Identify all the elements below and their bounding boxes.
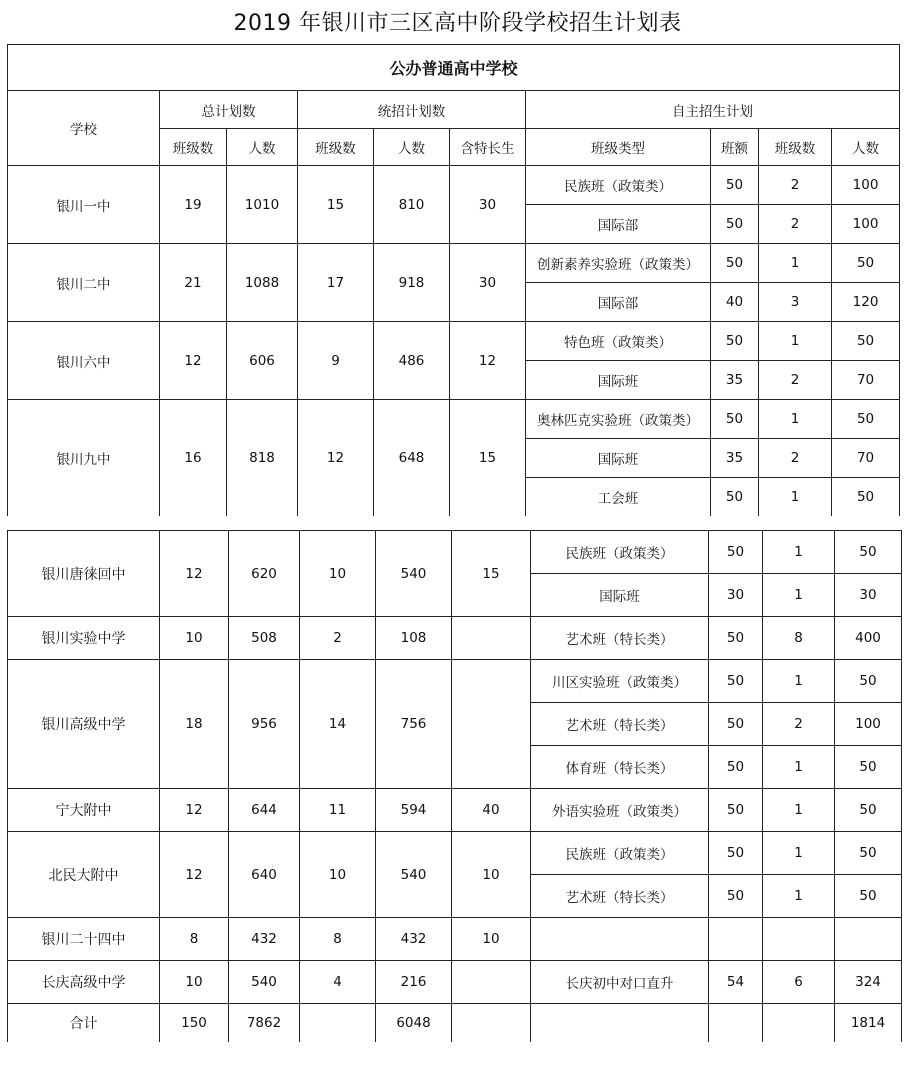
class-quota: [709, 1004, 763, 1043]
self-classes: 1: [763, 832, 835, 875]
unified-classes: 12: [298, 400, 374, 517]
class-quota: [709, 918, 763, 961]
class-type: 艺术班（特长类）: [531, 875, 709, 918]
total-people: 644: [229, 789, 300, 832]
self-classes: 1: [759, 478, 832, 517]
self-people: 50: [835, 746, 902, 789]
header-total-people: 人数: [227, 129, 298, 166]
header-school: 学校: [8, 91, 160, 166]
self-classes: 2: [759, 205, 832, 244]
unified-people: 540: [376, 832, 452, 918]
table-row: [8, 789, 902, 832]
school-name: 银川二十四中: [8, 918, 160, 961]
total-classes: 8: [160, 918, 229, 961]
class-quota: 50: [709, 789, 763, 832]
class-quota: 35: [711, 361, 759, 400]
class-quota: 30: [709, 574, 763, 617]
self-people: 30: [835, 574, 902, 617]
school-name: 北民大附中: [8, 832, 160, 918]
school-name: 银川一中: [8, 166, 160, 244]
self-classes: 6: [763, 961, 835, 1004]
unified-people: 486: [374, 322, 450, 400]
class-type: 工会班: [526, 478, 711, 517]
class-quota: 50: [709, 832, 763, 875]
unified-classes: 2: [300, 617, 376, 660]
total-classes: 16: [160, 400, 227, 517]
total-people: 818: [227, 400, 298, 517]
specialty-count: 30: [450, 166, 526, 244]
total-row: [8, 1004, 902, 1043]
class-type: 特色班（政策类）: [526, 322, 711, 361]
specialty-count: 40: [452, 789, 531, 832]
unified-people: 6048: [376, 1004, 452, 1043]
table-row: [8, 322, 900, 361]
self-classes: 1: [763, 574, 835, 617]
self-classes: 1: [759, 322, 832, 361]
total-classes: 12: [160, 789, 229, 832]
header-unified-classes: 班级数: [298, 129, 374, 166]
header-self-classes: 班级数: [759, 129, 832, 166]
class-type: 长庆初中对口直升: [531, 961, 709, 1004]
self-classes: 1: [759, 400, 832, 439]
specialty-count: 10: [452, 918, 531, 961]
header-unified-people: 人数: [374, 129, 450, 166]
unified-people: 540: [376, 531, 452, 617]
class-type: 国际班: [526, 361, 711, 400]
header-quota: 班额: [711, 129, 759, 166]
self-classes: 3: [759, 283, 832, 322]
class-type: 民族班（政策类）: [531, 832, 709, 875]
class-quota: 50: [711, 322, 759, 361]
class-type: 艺术班（特长类）: [531, 703, 709, 746]
self-classes: 1: [763, 875, 835, 918]
header-self-people: 人数: [832, 129, 900, 166]
school-name: 长庆高级中学: [8, 961, 160, 1004]
school-name: 银川高级中学: [8, 660, 160, 789]
section-banner: 公办普通高中学校: [8, 45, 900, 91]
unified-people: 108: [376, 617, 452, 660]
table-row: [8, 660, 902, 703]
self-classes: [763, 1004, 835, 1043]
total-classes: 10: [160, 617, 229, 660]
self-people: 1814: [835, 1004, 902, 1043]
specialty-count: [452, 1004, 531, 1043]
specialty-count: [452, 617, 531, 660]
self-people: 50: [832, 400, 900, 439]
total-people: 7862: [229, 1004, 300, 1043]
school-name: 银川唐徕回中: [8, 531, 160, 617]
self-classes: 2: [763, 703, 835, 746]
table-row: [8, 918, 902, 961]
table-row: [8, 617, 902, 660]
unified-classes: 15: [298, 166, 374, 244]
unified-classes: 10: [300, 531, 376, 617]
unified-people: 594: [376, 789, 452, 832]
unified-classes: 8: [300, 918, 376, 961]
class-type: [531, 1004, 709, 1043]
class-quota: 50: [711, 400, 759, 439]
total-people: 606: [227, 322, 298, 400]
class-type: 体育班（特长类）: [531, 746, 709, 789]
school-name: 宁大附中: [8, 789, 160, 832]
class-type: 民族班（政策类）: [526, 166, 711, 205]
class-quota: 50: [711, 166, 759, 205]
self-classes: 1: [759, 244, 832, 283]
class-quota: 50: [709, 617, 763, 660]
unified-people: 756: [376, 660, 452, 789]
self-classes: 2: [759, 166, 832, 205]
school-name: 银川六中: [8, 322, 160, 400]
self-people: 50: [832, 322, 900, 361]
total-classes: 12: [160, 531, 229, 617]
total-people: 640: [229, 832, 300, 918]
total-classes: 21: [160, 244, 227, 322]
self-people: 100: [832, 205, 900, 244]
school-name: 银川九中: [8, 400, 160, 517]
unified-classes: 10: [300, 832, 376, 918]
total-people: 508: [229, 617, 300, 660]
table-row: [8, 400, 900, 439]
header-total-plan: 总计划数: [160, 91, 298, 129]
unified-people: 648: [374, 400, 450, 517]
self-classes: 2: [759, 439, 832, 478]
self-people: 120: [832, 283, 900, 322]
unified-people: 216: [376, 961, 452, 1004]
class-quota: 35: [711, 439, 759, 478]
self-people: 50: [835, 660, 902, 703]
class-type: 奥林匹克实验班（政策类）: [526, 400, 711, 439]
table-row: [8, 961, 902, 1004]
class-quota: 54: [709, 961, 763, 1004]
unified-classes: 4: [300, 961, 376, 1004]
self-people: 324: [835, 961, 902, 1004]
total-classes: 150: [160, 1004, 229, 1043]
self-people: [835, 918, 902, 961]
class-quota: 50: [711, 205, 759, 244]
specialty-count: 15: [450, 400, 526, 517]
class-type: 民族班（政策类）: [531, 531, 709, 574]
enrollment-table-part2: [7, 530, 902, 1042]
class-type: 国际部: [526, 205, 711, 244]
specialty-count: 30: [450, 244, 526, 322]
unified-classes: [300, 1004, 376, 1043]
class-type: 国际班: [526, 439, 711, 478]
self-people: 100: [832, 166, 900, 205]
total-classes: 12: [160, 322, 227, 400]
self-people: 400: [835, 617, 902, 660]
unified-people: 810: [374, 166, 450, 244]
table-row: [8, 166, 900, 205]
unified-classes: 11: [300, 789, 376, 832]
self-people: 50: [835, 832, 902, 875]
self-classes: [763, 918, 835, 961]
self-people: 50: [832, 244, 900, 283]
unified-classes: 14: [300, 660, 376, 789]
self-people: 100: [835, 703, 902, 746]
specialty-count: 10: [452, 832, 531, 918]
school-name: 银川实验中学: [8, 617, 160, 660]
class-type: 国际部: [526, 283, 711, 322]
table-row: [8, 832, 902, 875]
self-classes: 2: [759, 361, 832, 400]
self-classes: 8: [763, 617, 835, 660]
class-type: 创新素养实验班（政策类）: [526, 244, 711, 283]
class-quota: 50: [709, 746, 763, 789]
class-quota: 50: [709, 531, 763, 574]
total-people: 1010: [227, 166, 298, 244]
total-classes: 12: [160, 832, 229, 918]
class-type: 川区实验班（政策类）: [531, 660, 709, 703]
class-quota: 50: [709, 875, 763, 918]
class-quota: 50: [709, 660, 763, 703]
self-people: 50: [835, 875, 902, 918]
specialty-count: 12: [450, 322, 526, 400]
header-self-plan: 自主招生计划: [526, 91, 900, 129]
total-label: 合计: [8, 1004, 160, 1043]
total-people: 540: [229, 961, 300, 1004]
self-people: 50: [835, 531, 902, 574]
header-class-type: 班级类型: [526, 129, 711, 166]
school-name: 银川二中: [8, 244, 160, 322]
total-people: 1088: [227, 244, 298, 322]
class-type: 艺术班（特长类）: [531, 617, 709, 660]
table-row: [8, 244, 900, 283]
header-total-classes: 班级数: [160, 129, 227, 166]
class-type: 外语实验班（政策类）: [531, 789, 709, 832]
page-break-gap: [0, 516, 915, 530]
self-people: 70: [832, 439, 900, 478]
table-row: [8, 531, 902, 574]
unified-classes: 9: [298, 322, 374, 400]
unified-classes: 17: [298, 244, 374, 322]
class-quota: 50: [709, 703, 763, 746]
specialty-count: [452, 961, 531, 1004]
page-title: 2019 年银川市三区高中阶段学校招生计划表: [233, 11, 682, 36]
header-unified-plan: 统招计划数: [298, 91, 526, 129]
total-classes: 19: [160, 166, 227, 244]
self-classes: 1: [763, 531, 835, 574]
self-classes: 1: [763, 789, 835, 832]
self-people: 50: [832, 478, 900, 517]
total-classes: 10: [160, 961, 229, 1004]
header-specialty: 含特长生: [450, 129, 526, 166]
unified-people: 918: [374, 244, 450, 322]
class-type: 国际班: [531, 574, 709, 617]
total-people: 432: [229, 918, 300, 961]
self-classes: 1: [763, 660, 835, 703]
class-quota: 50: [711, 244, 759, 283]
specialty-count: [452, 660, 531, 789]
class-quota: 40: [711, 283, 759, 322]
self-classes: 1: [763, 746, 835, 789]
total-people: 956: [229, 660, 300, 789]
enrollment-table-part1: [7, 44, 900, 517]
total-people: 620: [229, 531, 300, 617]
self-people: 50: [835, 789, 902, 832]
class-type: [531, 918, 709, 961]
self-people: 70: [832, 361, 900, 400]
total-classes: 18: [160, 660, 229, 789]
specialty-count: 15: [452, 531, 531, 617]
unified-people: 432: [376, 918, 452, 961]
class-quota: 50: [711, 478, 759, 517]
